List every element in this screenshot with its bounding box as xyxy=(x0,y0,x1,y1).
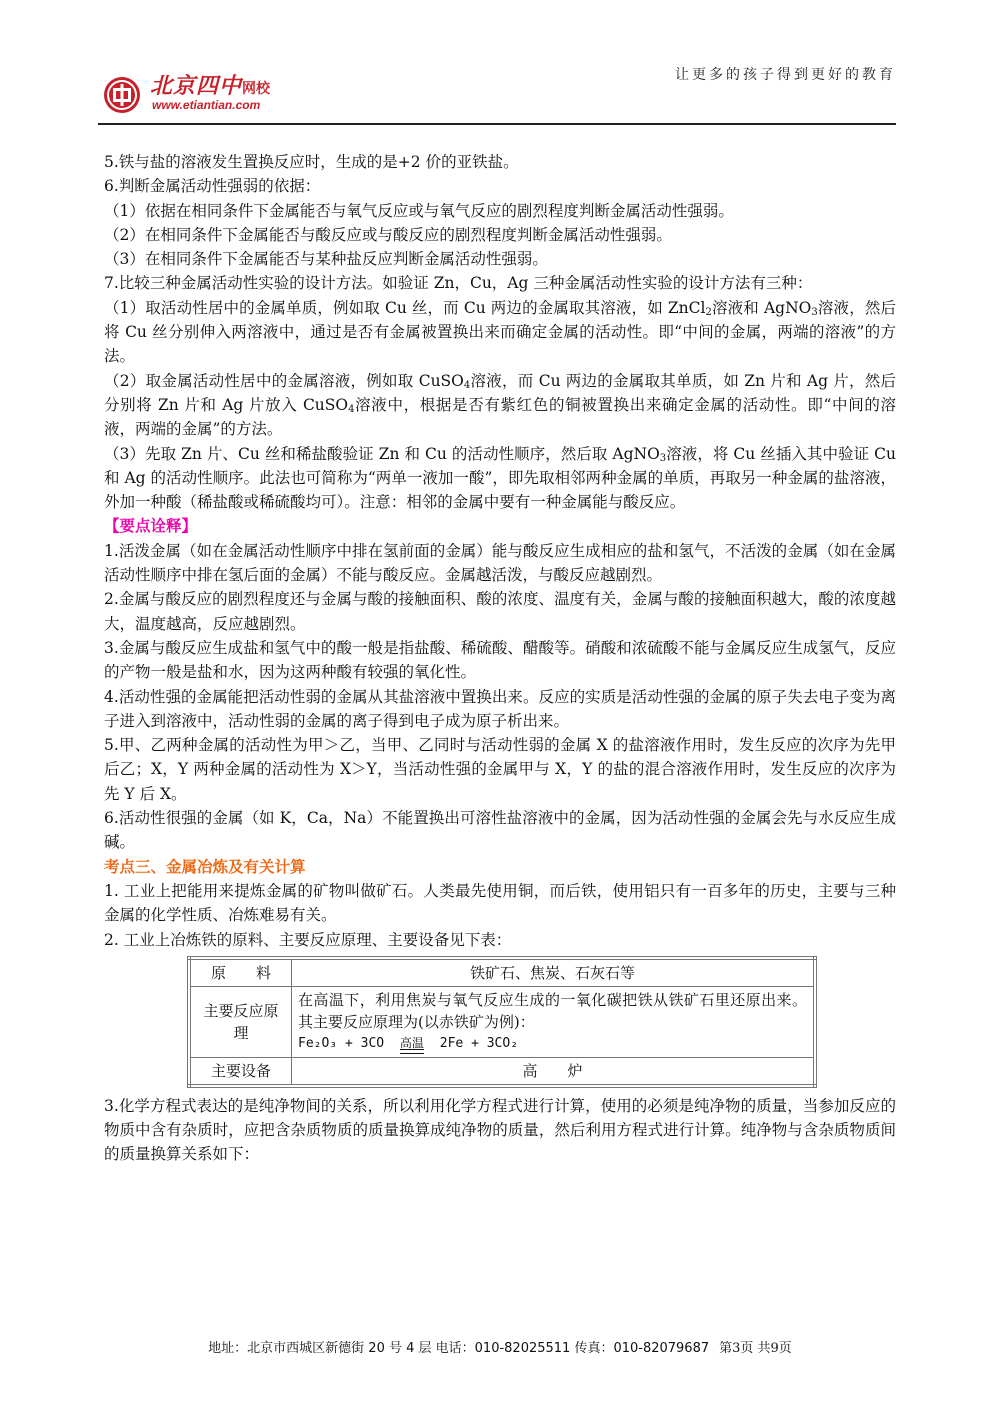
slogan: 让更多的孩子得到更好的教育 xyxy=(675,67,896,83)
paragraph: 2. 工业上冶炼铁的原料、主要反应原理、主要设备见下表： xyxy=(104,930,512,949)
table-cell xyxy=(292,986,816,1057)
paragraph: （2）在相同条件下金属能否与酸反应或与酸反应的剧烈程度判断金属活动性强弱。 xyxy=(104,225,672,244)
table-row xyxy=(189,958,815,987)
paragraph: 6.活动性很强的金属（如 K，Ca，Na）不能置换出可溶性盐溶液中的金属，因为活动性强的金属会先与水反应生成碱。 xyxy=(104,809,896,852)
paragraph: （2）取金属活动性居中的金属溶液，例如取 CuSO$_4$溶液，而 Cu 两边的金属取其单质，如 Zn 片和 Ag 片，然后分别将 Zn 片和 Ag 片放入 CuSO$_4$溶液中，根据是否有紫红色的铜被置换出来确定金属的活动性。即“中间的溶液，两端的金属”的方法。 xyxy=(104,371,897,439)
paragraph: （3）在相同条件下金属能否与某种盐反应判断金属活动性强弱。 xyxy=(104,250,548,269)
paragraph: （3）先取 Zn 片、Cu 丝和稀盐酸验证 Zn 和 Cu 的活动性顺序，然后取 AgNO$_3$溶液，将 Cu 丝插入其中验证 Cu 和 Ag 的活动性顺序。此法也可简称为“两单一液加一酸”，即先取相邻两种金属的单质，再取另一种金属的盐溶液，外加一种酸（稀盐酸或稀硫酸均可）。注意：相邻的金属中要有一种金属能与酸反应。 xyxy=(104,444,896,512)
paragraph: 7.比较三种金属活动性实验的设计方法。如验证 Zn，Cu，Ag 三种金属活动性实验的设计方法有三种： xyxy=(104,274,813,293)
paragraph: （1）取活动性居中的金属单质，例如取 Cu 丝，而 Cu 两边的金属取其溶液，如 ZnCl$_2$溶液和 AgNO$_3$溶液，然后将 Cu 丝分别伸入两溶液中，通过是否有金属被置换出来而确定金属的活动性。即“中间的金属，两端的溶液”的方法。 xyxy=(104,298,896,366)
paragraph: 3.化学方程式表达的是纯净物间的关系，所以利用化学方程式进行计算，使用的必须是纯净物的质量，当参加反应的物质中含有杂质时，应把含杂质物质的质量换算成纯净物的质量，然后利用方程式进行计算。纯净物与含杂质物质间的质量换算关系如下： xyxy=(104,1096,896,1164)
key-points-heading: 【要点诠释】 xyxy=(104,517,198,536)
school-logo-icon xyxy=(102,75,142,115)
reaction-description: 在高温下，利用焦炭与氧气反应生成的一氧化碳把铁从铁矿石里还原出来。其主要反应原理为(以赤铁矿为例)： xyxy=(298,990,807,1031)
paragraph: 6.判断金属活动性强弱的依据： xyxy=(104,177,321,196)
table-cell: 主要设备 xyxy=(189,1057,292,1086)
table-row xyxy=(189,986,815,1057)
chemical-equation: Fe₂O₃ + 3CO 高温 2Fe + 3CO₂ xyxy=(298,1033,807,1055)
table-cell: 高 炉 xyxy=(292,1057,816,1086)
paragraph: 3.金属与酸反应生成盐和氢气中的酸一般是指盐酸、稀硫酸、醋酸等。硝酸和浓硫酸不能与金属反应生成氢气，反应的产物一般是盐和水，因为这两种酸有较强的氧化性。 xyxy=(104,638,896,682)
section-heading: 考点三、金属冶炼及有关计算 xyxy=(104,857,306,876)
page-number: 第3页 共9页 xyxy=(719,1341,792,1356)
iron-smelting-table xyxy=(187,956,817,1088)
paragraph: 1.活泼金属（如在金属活动性顺序中排在氢前面的金属）能与酸反应生成相应的盐和氢气，不活泼的金属（如在金属活动性顺序中排在氢后面的金属）不能与酸反应。金属越活泼，与酸反应越剧烈。 xyxy=(104,541,896,585)
paragraph: 5.铁与盐的溶液发生置换反应时，生成的是+2 价的亚铁盐。 xyxy=(104,153,519,171)
brand-name: 北京四中网校 xyxy=(150,73,271,99)
paragraph: 4.活动性强的金属能把活动性弱的金属从其盐溶液中置换出来。反应的实质是活动性强的金属的原子失去电子变为离子进入到溶液中，活动性弱的金属的离子得到电子成为原子析出来。 xyxy=(104,687,896,730)
table-cell: 原 料 xyxy=(189,958,292,987)
paragraph: 1. 工业上把能用来提炼金属的矿物叫做矿石。人类最先使用铜，而后铁，使用铝只有一百多年的历史，主要与三种金属的化学性质、冶炼难易有关。 xyxy=(104,881,896,925)
page-header xyxy=(98,55,896,123)
header-divider xyxy=(98,123,896,125)
footer-address: 地址：北京市西城区新德街 20 号 4 层 电话：010-82025511 传真：010-82079687 xyxy=(208,1341,710,1356)
table-row xyxy=(189,1057,815,1086)
table-cell: 铁矿石、焦炭、石灰石等 xyxy=(292,958,816,987)
brand-url: www.etiantian.com xyxy=(152,98,261,112)
paragraph: 2.金属与酸反应的剧烈程度还与金属与酸的接触面积、酸的浓度、温度有关，金属与酸的接触面积越大，酸的浓度越大，温度越高，反应越剧烈。 xyxy=(104,590,896,633)
page-footer xyxy=(0,1337,1000,1356)
paragraph: 5.甲、乙两种金属的活动性为甲＞乙，当甲、乙同时与活动性弱的金属 X 的盐溶液作用时，发生反应的次序为先甲后乙；X，Y 两种金属的活动性为 X＞Y，当活动性强的金属甲与 X，Y 的盐的混合溶液作用时，发生反应的次序为先 Y 后 X。 xyxy=(104,736,896,803)
reaction-condition: 高温 xyxy=(392,1037,432,1054)
table-cell: 主要反应原理 xyxy=(189,986,292,1057)
document-body xyxy=(104,150,896,1167)
paragraph: （1）依据在相同条件下金属能否与氧气反应或与氧气反应的剧烈程度判断金属活动性强弱。 xyxy=(104,201,734,220)
